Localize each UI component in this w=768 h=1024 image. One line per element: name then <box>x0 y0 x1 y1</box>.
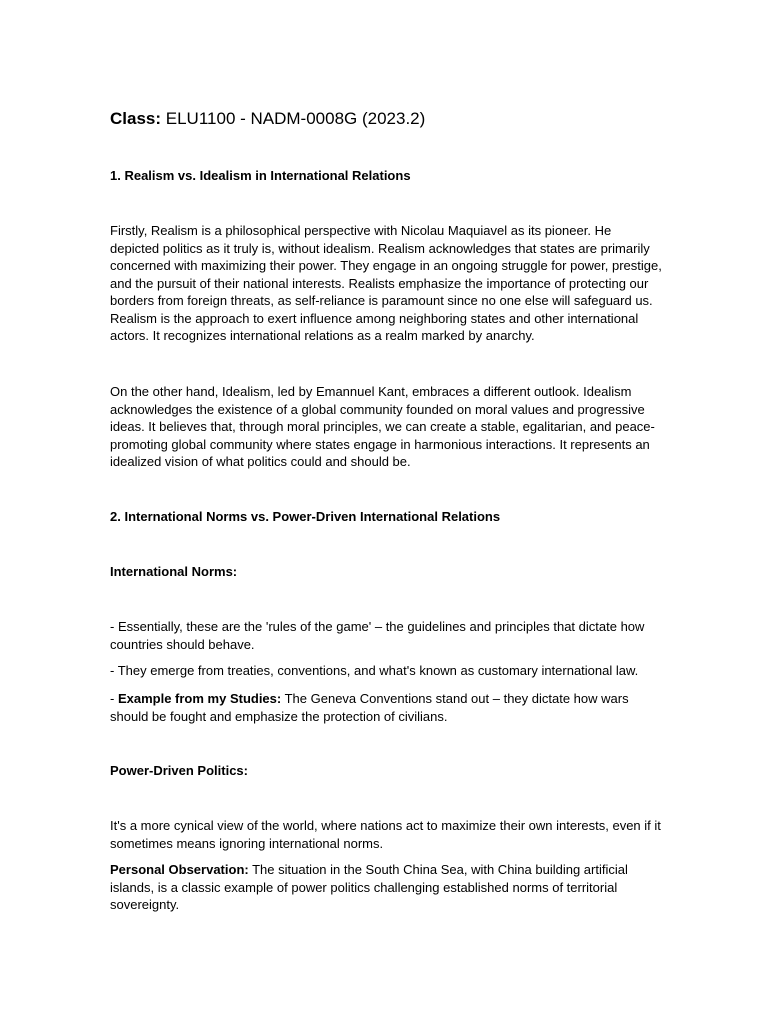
observation-text: The situation in the South China Sea, with China building artificial islands, is a classic example of power politics challenging established norms of territorial sovereignty. <box>110 862 628 912</box>
norms-point-3-label: Example from my Studies: <box>117 691 282 706</box>
norms-point-1: - Essentially, these are the 'rules of the game' – the guidelines and principles that dictate how countries should behave. <box>110 619 645 652</box>
power-politics-paragraph: It's a more cynical view of the world, where nations act to maximize their own interests, even if it sometimes means ignoring international norms. <box>110 818 661 851</box>
idealism-paragraph: On the other hand, Idealism, led by Emannuel Kant, embraces a different outlook. Idealism acknowledges the existence of a global community founded on moral values and progressive ideas. It believes that, through moral principles, we can create a stable, egalitarian, and peace-promoting global community where states engage in harmonious interactions. It represents an idealized vision of what politics could and should be. <box>110 384 655 469</box>
norms-point-3 <box>110 690 662 725</box>
class-value: ELU1100 - NADM-0008G (2023.2) <box>165 109 426 128</box>
norms-point-3-text: The Geneva Conventions stand out – they dictate how wars should be fought and emphasize the protection of civilians. <box>110 691 629 724</box>
international-norms-heading: International Norms: <box>110 564 238 579</box>
section-1-heading: 1. Realism vs. Idealism in International Relations <box>110 168 411 183</box>
realism-paragraph: Firstly, Realism is a philosophical perspective with Nicolau Maquiavel as its pioneer. He depicted politics as it truly is, without idealism. Realism acknowledges that states are primarily concerned with maximizing their power. They engage in an ongoing struggle for power, prestige, and the pursuit of their national interests. Realists emphasize the importance of protecting our borders from foreign threats, as self-reliance is paramount since no one else will safeguard us. Realism is the approach to exert influence among neighboring states and other international actors. It recognizes international relations as a realm marked by anarchy. <box>110 223 662 343</box>
class-line <box>110 108 425 130</box>
observation-label: Personal Observation: <box>110 862 249 877</box>
section-2-heading: 2. International Norms vs. Power-Driven International Relations <box>110 509 501 524</box>
class-label: Class: <box>110 109 162 128</box>
norms-point-2: - They emerge from treaties, conventions, and what's known as customary international law. <box>110 663 639 678</box>
norms-point-3-prefix: - <box>110 691 118 706</box>
personal-observation-paragraph <box>110 861 662 914</box>
power-driven-politics-heading: Power-Driven Politics: <box>110 763 248 778</box>
